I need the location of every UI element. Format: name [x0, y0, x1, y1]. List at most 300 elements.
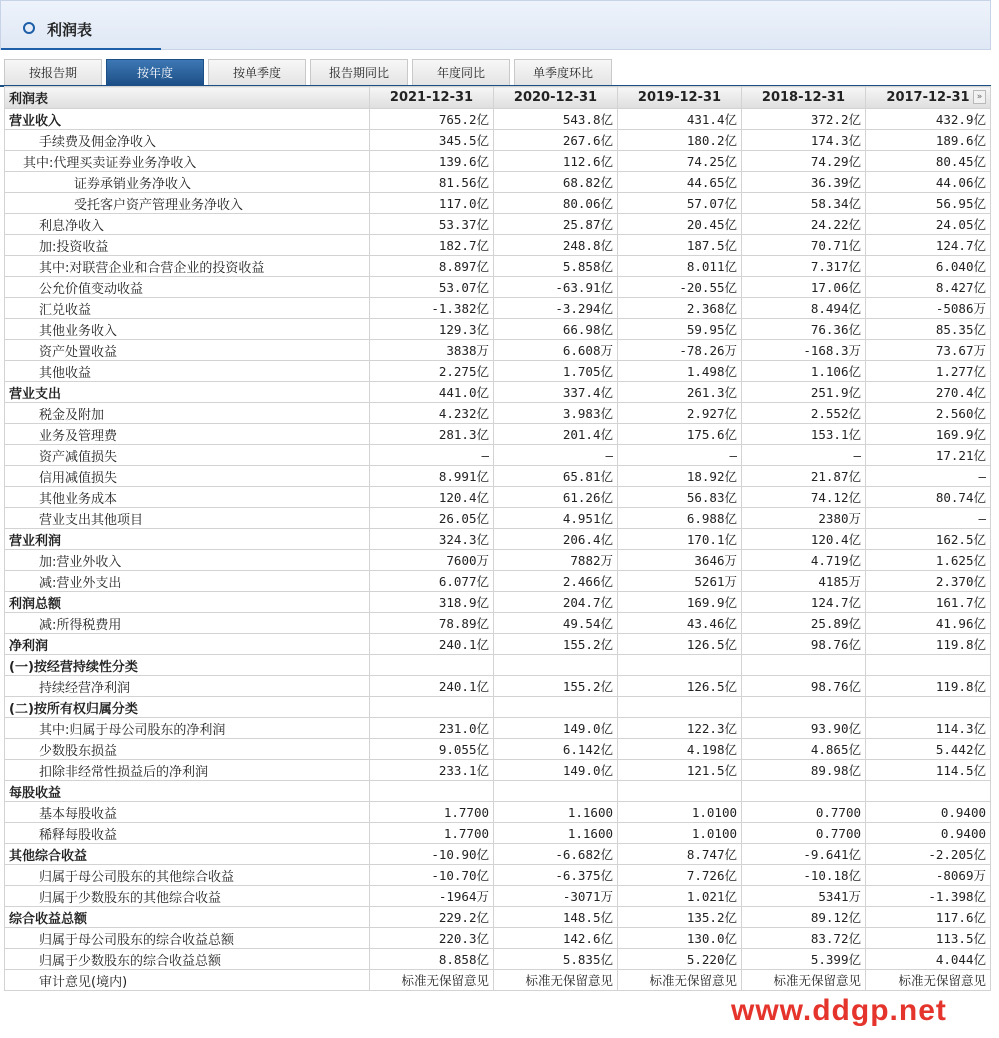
cell-value: 5261万 — [618, 571, 742, 592]
panel-header — [0, 0, 991, 50]
row-label: 净利润 — [5, 634, 370, 655]
cell-value: 3838万 — [370, 340, 494, 361]
cell-value: 66.98亿 — [494, 319, 618, 340]
row-label: 信用减值损失 — [5, 466, 370, 487]
cell-value: 1.021亿 — [618, 886, 742, 907]
cell-value: 53.37亿 — [370, 214, 494, 235]
cell-value: 6.988亿 — [618, 508, 742, 529]
cell-value: -6.375亿 — [494, 865, 618, 886]
table-row — [5, 529, 991, 550]
cell-value: 标准无保留意见 — [494, 970, 618, 991]
cell-value: 8.858亿 — [370, 949, 494, 970]
row-label: 资产处置收益 — [5, 340, 370, 361]
cell-value: 78.89亿 — [370, 613, 494, 634]
cell-value — [370, 655, 494, 676]
cell-value: 41.96亿 — [866, 613, 991, 634]
row-label: 公允价值变动收益 — [5, 277, 370, 298]
table-row — [5, 235, 991, 256]
cell-value: — — [742, 445, 866, 466]
cell-value: 20.45亿 — [618, 214, 742, 235]
table-row — [5, 382, 991, 403]
cell-value: 56.95亿 — [866, 193, 991, 214]
cell-value: 2.466亿 — [494, 571, 618, 592]
table-row — [5, 445, 991, 466]
cell-value — [742, 697, 866, 718]
cell-value: 270.4亿 — [866, 382, 991, 403]
cell-value: 76.36亿 — [742, 319, 866, 340]
cell-value: 432.9亿 — [866, 109, 991, 130]
cell-value: -6.682亿 — [494, 844, 618, 865]
row-label: 其他综合收益 — [5, 844, 370, 865]
cell-value: -8069万 — [866, 865, 991, 886]
table-row — [5, 277, 991, 298]
cell-value: 121.5亿 — [618, 760, 742, 781]
cell-value: 5.399亿 — [742, 949, 866, 970]
cell-value: 0.7700 — [742, 823, 866, 844]
cell-value: 1.0100 — [618, 823, 742, 844]
cell-value: 73.67万 — [866, 340, 991, 361]
cell-value: 170.1亿 — [618, 529, 742, 550]
cell-value: 89.98亿 — [742, 760, 866, 781]
table-row — [5, 802, 991, 823]
cell-value: -2.205亿 — [866, 844, 991, 865]
cell-value: 120.4亿 — [742, 529, 866, 550]
cell-value: 44.65亿 — [618, 172, 742, 193]
cell-value: 8.747亿 — [618, 844, 742, 865]
cell-value: -63.91亿 — [494, 277, 618, 298]
table-row — [5, 844, 991, 865]
row-label: 营业支出其他项目 — [5, 508, 370, 529]
cell-value: 25.89亿 — [742, 613, 866, 634]
table-row — [5, 361, 991, 382]
table-row — [5, 655, 991, 676]
cell-value: 114.3亿 — [866, 718, 991, 739]
row-label: 归属于母公司股东的综合收益总额 — [5, 928, 370, 949]
cell-value: 4.865亿 — [742, 739, 866, 760]
table-row — [5, 403, 991, 424]
cell-value: 18.92亿 — [618, 466, 742, 487]
cell-value: 229.2亿 — [370, 907, 494, 928]
row-label: 利润总额 — [5, 592, 370, 613]
cell-value — [866, 781, 991, 802]
cell-value: 1.1600 — [494, 823, 618, 844]
table-row — [5, 256, 991, 277]
cell-value: 182.7亿 — [370, 235, 494, 256]
cell-value: 4.198亿 — [618, 739, 742, 760]
cell-value: — — [866, 508, 991, 529]
cell-value: 139.6亿 — [370, 151, 494, 172]
cell-value: 5.858亿 — [494, 256, 618, 277]
cell-value: 187.5亿 — [618, 235, 742, 256]
table-row — [5, 865, 991, 886]
cell-value: 0.7700 — [742, 802, 866, 823]
cell-value: 126.5亿 — [618, 676, 742, 697]
cell-value: 2380万 — [742, 508, 866, 529]
cell-value: 267.6亿 — [494, 130, 618, 151]
cell-value: 206.4亿 — [494, 529, 618, 550]
row-label: 业务及管理费 — [5, 424, 370, 445]
cell-value: 6.077亿 — [370, 571, 494, 592]
cell-value: 112.6亿 — [494, 151, 618, 172]
table-row — [5, 424, 991, 445]
cell-value: 74.12亿 — [742, 487, 866, 508]
cell-value: 240.1亿 — [370, 634, 494, 655]
cell-value: -1.382亿 — [370, 298, 494, 319]
cell-value: 153.1亿 — [742, 424, 866, 445]
cell-value: 6.608万 — [494, 340, 618, 361]
cell-value — [494, 781, 618, 802]
cell-value: -9.641亿 — [742, 844, 866, 865]
table-row — [5, 319, 991, 340]
cell-value: 5.442亿 — [866, 739, 991, 760]
table-row — [5, 781, 991, 802]
cell-value: 2.552亿 — [742, 403, 866, 424]
cell-value: 1.498亿 — [618, 361, 742, 382]
cell-value — [742, 655, 866, 676]
cell-value: 74.29亿 — [742, 151, 866, 172]
table-row — [5, 109, 991, 130]
row-label: 汇兑收益 — [5, 298, 370, 319]
cell-value: 53.07亿 — [370, 277, 494, 298]
cell-value: -10.18亿 — [742, 865, 866, 886]
cell-value — [494, 655, 618, 676]
table-row — [5, 739, 991, 760]
column-header: 2017-12-31 — [866, 87, 991, 109]
cell-value: 1.7700 — [370, 823, 494, 844]
cell-value: 162.5亿 — [866, 529, 991, 550]
table-row — [5, 487, 991, 508]
cell-value: 9.055亿 — [370, 739, 494, 760]
cell-value: 89.12亿 — [742, 907, 866, 928]
cell-value: -5086万 — [866, 298, 991, 319]
tab-0[interactable]: 按报告期 — [4, 59, 102, 85]
table-row — [5, 550, 991, 571]
cell-value: -1.398亿 — [866, 886, 991, 907]
table-row — [5, 214, 991, 235]
cell-value: 169.9亿 — [866, 424, 991, 445]
table-row — [5, 298, 991, 319]
panel-title: 利润表 — [47, 21, 93, 39]
cell-value: 431.4亿 — [618, 109, 742, 130]
cell-value: 142.6亿 — [494, 928, 618, 949]
table-row — [5, 760, 991, 781]
cell-value: 61.26亿 — [494, 487, 618, 508]
income-statement-table — [4, 86, 991, 991]
cell-value: 231.0亿 — [370, 718, 494, 739]
table-corner-label: 利润表 — [5, 87, 370, 109]
table-row — [5, 571, 991, 592]
cell-value: 6.040亿 — [866, 256, 991, 277]
cell-value: 155.2亿 — [494, 676, 618, 697]
table-row — [5, 466, 991, 487]
cell-value: 2.368亿 — [618, 298, 742, 319]
cell-value: 175.6亿 — [618, 424, 742, 445]
table-row — [5, 151, 991, 172]
cell-value: 180.2亿 — [618, 130, 742, 151]
cell-value: 4.719亿 — [742, 550, 866, 571]
cell-value: 543.8亿 — [494, 109, 618, 130]
column-header: 2019-12-31 — [618, 87, 742, 109]
cell-value: 74.25亿 — [618, 151, 742, 172]
cell-value: 5.220亿 — [618, 949, 742, 970]
cell-value: 281.3亿 — [370, 424, 494, 445]
scroll-columns-right-button[interactable]: » — [973, 90, 986, 104]
cell-value: -20.55亿 — [618, 277, 742, 298]
cell-value: 标准无保留意见 — [742, 970, 866, 991]
table-row — [5, 907, 991, 928]
row-label: 税金及附加 — [5, 403, 370, 424]
cell-value: 2.560亿 — [866, 403, 991, 424]
cell-value: 117.0亿 — [370, 193, 494, 214]
cell-value: 44.06亿 — [866, 172, 991, 193]
cell-value: -3.294亿 — [494, 298, 618, 319]
row-label: 受托客户资产管理业务净收入 — [5, 193, 370, 214]
cell-value: 17.21亿 — [866, 445, 991, 466]
row-label: 减:营业外支出 — [5, 571, 370, 592]
cell-value: 3.983亿 — [494, 403, 618, 424]
row-label: 持续经营净利润 — [5, 676, 370, 697]
row-label: 归属于少数股东的其他综合收益 — [5, 886, 370, 907]
cell-value: 70.71亿 — [742, 235, 866, 256]
cell-value: 169.9亿 — [618, 592, 742, 613]
cell-value: 124.7亿 — [866, 235, 991, 256]
cell-value: 119.8亿 — [866, 676, 991, 697]
cell-value — [370, 697, 494, 718]
cell-value: 1.705亿 — [494, 361, 618, 382]
row-label: 归属于母公司股东的其他综合收益 — [5, 865, 370, 886]
row-label: (二)按所有权归属分类 — [5, 697, 370, 718]
cell-value: -78.26万 — [618, 340, 742, 361]
cell-value: 372.2亿 — [742, 109, 866, 130]
cell-value: 117.6亿 — [866, 907, 991, 928]
row-label: (一)按经营持续性分类 — [5, 655, 370, 676]
cell-value: -10.90亿 — [370, 844, 494, 865]
tab-4[interactable]: 年度同比 — [412, 59, 510, 85]
cell-value: 0.9400 — [866, 823, 991, 844]
column-header: 2021-12-31 — [370, 87, 494, 109]
row-label: 归属于少数股东的综合收益总额 — [5, 949, 370, 970]
table-row — [5, 340, 991, 361]
table-row — [5, 949, 991, 970]
row-label: 加:营业外收入 — [5, 550, 370, 571]
cell-value: -1964万 — [370, 886, 494, 907]
table-row — [5, 130, 991, 151]
watermark: www.ddgp.net — [731, 994, 947, 1027]
row-label: 营业利润 — [5, 529, 370, 550]
cell-value: 113.5亿 — [866, 928, 991, 949]
cell-value: 2.275亿 — [370, 361, 494, 382]
cell-value: 标准无保留意见 — [618, 970, 742, 991]
cell-value — [866, 655, 991, 676]
cell-value: 24.05亿 — [866, 214, 991, 235]
cell-value: 1.277亿 — [866, 361, 991, 382]
cell-value: 318.9亿 — [370, 592, 494, 613]
cell-value: 8.991亿 — [370, 466, 494, 487]
cell-value: 148.5亿 — [494, 907, 618, 928]
table-row — [5, 193, 991, 214]
cell-value: 7600万 — [370, 550, 494, 571]
cell-value: 1.625亿 — [866, 550, 991, 571]
cell-value: 1.0100 — [618, 802, 742, 823]
cell-value: 130.0亿 — [618, 928, 742, 949]
cell-value: 135.2亿 — [618, 907, 742, 928]
cell-value: 4185万 — [742, 571, 866, 592]
cell-value: 65.81亿 — [494, 466, 618, 487]
cell-value: 83.72亿 — [742, 928, 866, 949]
cell-value: 2.370亿 — [866, 571, 991, 592]
cell-value: 149.0亿 — [494, 718, 618, 739]
cell-value: 80.45亿 — [866, 151, 991, 172]
table-row — [5, 718, 991, 739]
column-header: 2018-12-31 — [742, 87, 866, 109]
row-label: 其他收益 — [5, 361, 370, 382]
cell-value: 120.4亿 — [370, 487, 494, 508]
cell-value: -10.70亿 — [370, 865, 494, 886]
cell-value: 149.0亿 — [494, 760, 618, 781]
cell-value: 59.95亿 — [618, 319, 742, 340]
cell-value: 114.5亿 — [866, 760, 991, 781]
cell-value: 4.044亿 — [866, 949, 991, 970]
cell-value: 26.05亿 — [370, 508, 494, 529]
cell-value: — — [618, 445, 742, 466]
cell-value: 345.5亿 — [370, 130, 494, 151]
cell-value: 1.106亿 — [742, 361, 866, 382]
cell-value: 233.1亿 — [370, 760, 494, 781]
cell-value: 58.34亿 — [742, 193, 866, 214]
column-header: 2020-12-31 — [494, 87, 618, 109]
tab-5[interactable]: 单季度环比 — [514, 59, 612, 85]
cell-value: 124.7亿 — [742, 592, 866, 613]
cell-value: 80.06亿 — [494, 193, 618, 214]
cell-value: -3071万 — [494, 886, 618, 907]
cell-value: — — [866, 466, 991, 487]
cell-value: 7.317亿 — [742, 256, 866, 277]
cell-value: 765.2亿 — [370, 109, 494, 130]
cell-value: 85.35亿 — [866, 319, 991, 340]
cell-value: 21.87亿 — [742, 466, 866, 487]
cell-value: 93.90亿 — [742, 718, 866, 739]
cell-value: 98.76亿 — [742, 676, 866, 697]
cell-value: 56.83亿 — [618, 487, 742, 508]
cell-value: 1.7700 — [370, 802, 494, 823]
row-label: 其中:归属于母公司股东的净利润 — [5, 718, 370, 739]
row-label: 每股收益 — [5, 781, 370, 802]
cell-value: 标准无保留意见 — [370, 970, 494, 991]
cell-value: 1.1600 — [494, 802, 618, 823]
cell-value: 57.07亿 — [618, 193, 742, 214]
cell-value: 3646万 — [618, 550, 742, 571]
row-label: 综合收益总额 — [5, 907, 370, 928]
cell-value: -168.3万 — [742, 340, 866, 361]
cell-value: 68.82亿 — [494, 172, 618, 193]
cell-value: 36.39亿 — [742, 172, 866, 193]
row-label: 其中:对联营企业和合营企业的投资收益 — [5, 256, 370, 277]
row-label: 少数股东损益 — [5, 739, 370, 760]
cell-value: 189.6亿 — [866, 130, 991, 151]
table-row — [5, 172, 991, 193]
cell-value: 129.3亿 — [370, 319, 494, 340]
row-label: 利息净收入 — [5, 214, 370, 235]
cell-value: — — [370, 445, 494, 466]
row-label: 审计意见(境内) — [5, 970, 370, 991]
table-row — [5, 928, 991, 949]
title-underline — [1, 48, 161, 50]
cell-value: 441.0亿 — [370, 382, 494, 403]
cell-value: 5.835亿 — [494, 949, 618, 970]
row-label: 资产减值损失 — [5, 445, 370, 466]
cell-value: 204.7亿 — [494, 592, 618, 613]
cell-value: 201.4亿 — [494, 424, 618, 445]
cell-value: 324.3亿 — [370, 529, 494, 550]
cell-value — [618, 655, 742, 676]
cell-value: 248.8亿 — [494, 235, 618, 256]
cell-value: 220.3亿 — [370, 928, 494, 949]
cell-value: 7.726亿 — [618, 865, 742, 886]
table-row — [5, 886, 991, 907]
cell-value: 80.74亿 — [866, 487, 991, 508]
table-row — [5, 823, 991, 844]
cell-value: 4.232亿 — [370, 403, 494, 424]
row-label: 营业支出 — [5, 382, 370, 403]
table-row — [5, 592, 991, 613]
row-label: 证券承销业务净收入 — [5, 172, 370, 193]
cell-value: 2.927亿 — [618, 403, 742, 424]
table-row — [5, 634, 991, 655]
cell-value: 161.7亿 — [866, 592, 991, 613]
cell-value: 251.9亿 — [742, 382, 866, 403]
row-label: 加:投资收益 — [5, 235, 370, 256]
row-label: 其他业务成本 — [5, 487, 370, 508]
row-label: 稀释每股收益 — [5, 823, 370, 844]
table-row — [5, 970, 991, 991]
row-label: 营业收入 — [5, 109, 370, 130]
cell-value: 8.427亿 — [866, 277, 991, 298]
cell-value — [618, 697, 742, 718]
cell-value: 174.3亿 — [742, 130, 866, 151]
row-label: 其他业务收入 — [5, 319, 370, 340]
cell-value: 4.951亿 — [494, 508, 618, 529]
row-label: 扣除非经常性损益后的净利润 — [5, 760, 370, 781]
cell-value: 240.1亿 — [370, 676, 494, 697]
cell-value — [618, 781, 742, 802]
cell-value: 6.142亿 — [494, 739, 618, 760]
table-header-row — [5, 87, 991, 109]
row-label: 其中:代理买卖证券业务净收入 — [5, 151, 370, 172]
cell-value: 122.3亿 — [618, 718, 742, 739]
cell-value: 8.011亿 — [618, 256, 742, 277]
cell-value: 24.22亿 — [742, 214, 866, 235]
cell-value: 标准无保留意见 — [866, 970, 991, 991]
cell-value: 17.06亿 — [742, 277, 866, 298]
row-label: 手续费及佣金净收入 — [5, 130, 370, 151]
row-label: 基本每股收益 — [5, 802, 370, 823]
tab-2[interactable]: 按单季度 — [208, 59, 306, 85]
table-row — [5, 508, 991, 529]
cell-value: 81.56亿 — [370, 172, 494, 193]
cell-value — [866, 697, 991, 718]
cell-value: 5341万 — [742, 886, 866, 907]
cell-value: 7882万 — [494, 550, 618, 571]
cell-value — [370, 781, 494, 802]
table-row — [5, 676, 991, 697]
cell-value: 8.897亿 — [370, 256, 494, 277]
table-row — [5, 697, 991, 718]
tab-3[interactable]: 报告期同比 — [310, 59, 408, 85]
tab-1[interactable]: 按年度 — [106, 59, 204, 85]
circle-bullet-icon — [23, 22, 35, 34]
cell-value: 337.4亿 — [494, 382, 618, 403]
table-row — [5, 613, 991, 634]
